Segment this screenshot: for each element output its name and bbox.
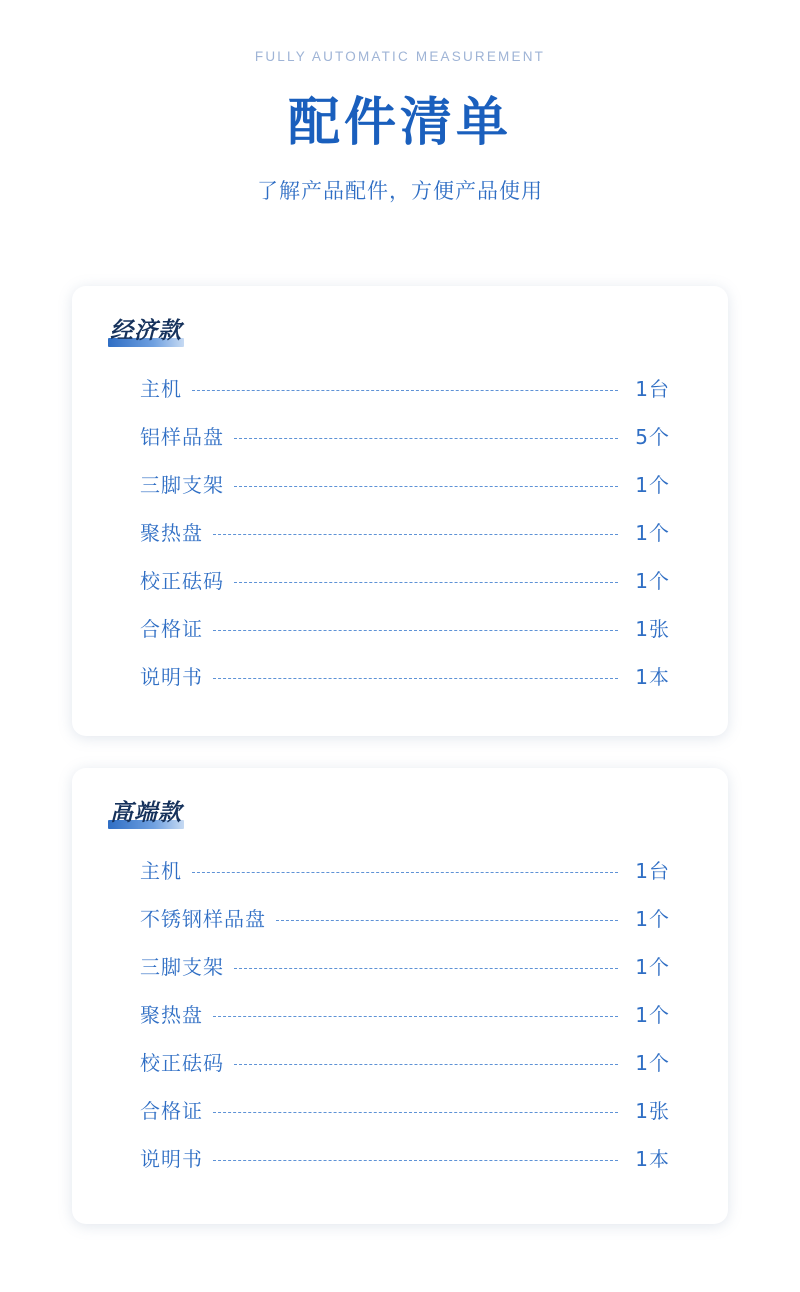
- item-quantity: 1个: [635, 954, 670, 979]
- list-item: [72, 845, 728, 893]
- dot-leader: [234, 485, 618, 487]
- item-quantity: 1个: [635, 472, 670, 497]
- dot-leader: [234, 581, 618, 583]
- dot-leader: [213, 677, 618, 679]
- item-name: 主机: [140, 376, 182, 401]
- list-item: [72, 603, 728, 651]
- item-quantity: 1个: [635, 1050, 670, 1075]
- card-premium-title-wrap: [108, 794, 184, 827]
- dot-leader: [276, 919, 618, 921]
- page-header: [0, 0, 800, 205]
- item-quantity: 1本: [635, 1146, 670, 1171]
- dot-leader: [234, 1063, 618, 1065]
- item-name: 合格证: [140, 1098, 203, 1123]
- item-quantity: 1个: [635, 906, 670, 931]
- dot-leader: [213, 1159, 618, 1161]
- card-premium-item-list: [72, 845, 728, 1181]
- list-item: [72, 893, 728, 941]
- list-item: [72, 1133, 728, 1181]
- item-quantity: 1张: [635, 616, 670, 641]
- card-economy: [72, 286, 728, 736]
- dot-leader: [213, 1015, 618, 1017]
- dot-leader: [213, 533, 618, 535]
- item-quantity: 1个: [635, 1002, 670, 1027]
- dot-leader: [192, 389, 618, 391]
- item-name: 聚热盘: [140, 520, 203, 545]
- card-premium: [72, 768, 728, 1224]
- card-economy-title-wrap: [108, 312, 184, 345]
- dot-leader: [192, 871, 618, 873]
- card-premium-title: 高端款: [110, 799, 182, 826]
- item-quantity: 1台: [635, 376, 670, 401]
- list-item: [72, 1037, 728, 1085]
- item-name: 合格证: [140, 616, 203, 641]
- item-name: 校正砝码: [140, 1050, 224, 1075]
- item-quantity: 1张: [635, 1098, 670, 1123]
- item-name: 说明书: [140, 1146, 203, 1171]
- item-name: 不锈钢样品盘: [140, 906, 266, 931]
- item-name: 校正砝码: [140, 568, 224, 593]
- list-item: [72, 651, 728, 699]
- page-subtitle: 了解产品配件，方便产品使用: [257, 179, 543, 203]
- list-item: [72, 1085, 728, 1133]
- item-name: 三脚支架: [140, 954, 224, 979]
- dot-leader: [213, 1111, 618, 1113]
- list-item: [72, 459, 728, 507]
- item-name: 聚热盘: [140, 1002, 203, 1027]
- item-quantity: 1台: [635, 858, 670, 883]
- page-title: 配件清单: [287, 93, 512, 153]
- card-economy-item-list: [72, 363, 728, 699]
- item-name: 说明书: [140, 664, 203, 689]
- list-item: [72, 507, 728, 555]
- item-name: 主机: [140, 858, 182, 883]
- item-name: 铝样品盘: [140, 424, 224, 449]
- eyebrow-text: FULLY AUTOMATIC MEASUREMENT: [254, 49, 546, 64]
- item-quantity: 1本: [635, 664, 670, 689]
- item-quantity: 1个: [635, 568, 670, 593]
- item-name: 三脚支架: [140, 472, 224, 497]
- dot-leader: [213, 629, 618, 631]
- item-quantity: 1个: [635, 520, 670, 545]
- list-item: [72, 941, 728, 989]
- list-item: [72, 363, 728, 411]
- dot-leader: [234, 437, 618, 439]
- list-item: [72, 411, 728, 459]
- card-economy-title: 经济款: [110, 317, 182, 344]
- item-quantity: 5个: [635, 424, 670, 449]
- dot-leader: [234, 967, 618, 969]
- list-item: [72, 989, 728, 1037]
- list-item: [72, 555, 728, 603]
